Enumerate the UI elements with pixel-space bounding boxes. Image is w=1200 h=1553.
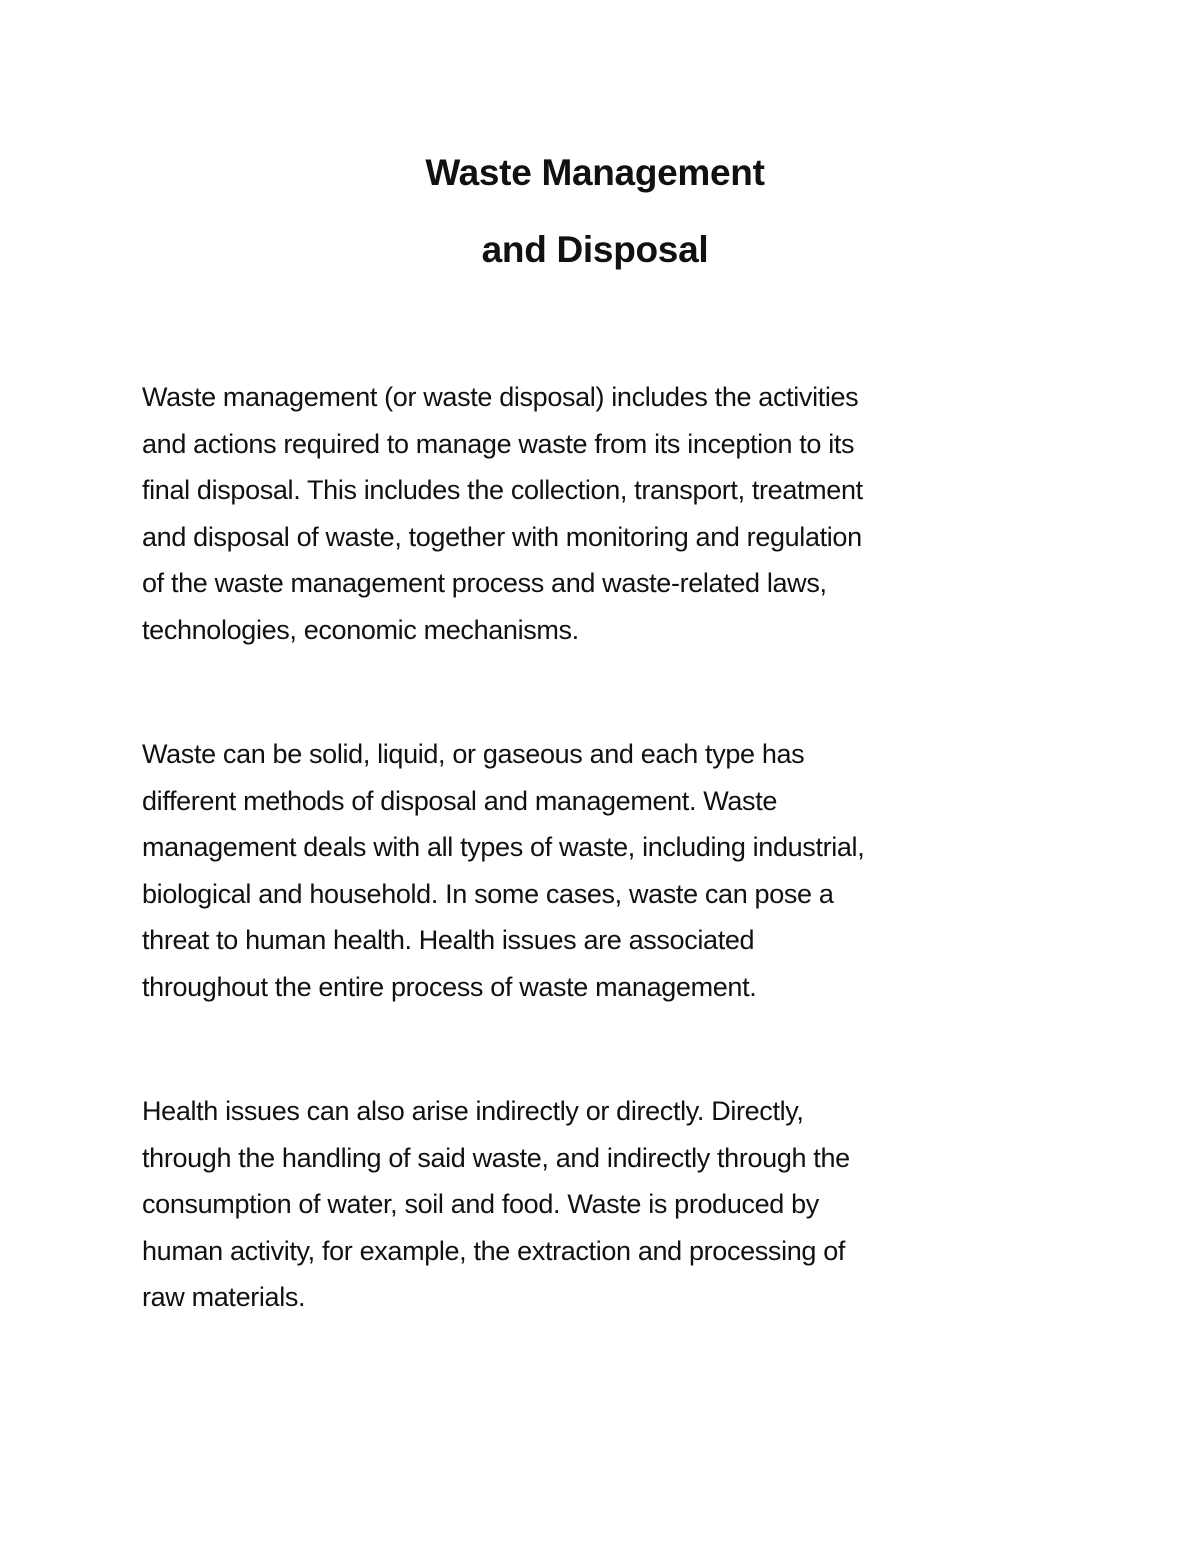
paragraph-2: [142, 731, 1062, 1010]
paragraph-line: through the handling of said waste, and indirectly through the: [142, 1142, 850, 1173]
paragraph-line: Waste management (or waste disposal) includes the activities: [142, 382, 859, 412]
paragraph-line: Waste can be solid, liquid, or gaseous and each type has: [142, 739, 805, 769]
paragraph-line: biological and household. In some cases, waste can pose a: [142, 878, 834, 909]
paragraph-line: technologies, economic mechanisms.: [142, 614, 579, 645]
paragraph-line: Health issues can also arise indirectly or directly. Directly,: [142, 1096, 804, 1126]
paragraph-line: and disposal of waste, together with monitoring and regulation: [142, 521, 862, 552]
paragraph-line: throughout the entire process of waste management.: [142, 971, 757, 1002]
paragraph-line: threat to human health. Health issues are associated: [142, 925, 755, 955]
paragraph-line: management deals with all types of waste, including industrial,: [142, 832, 865, 862]
paragraph-3: [142, 1088, 1062, 1321]
paragraph-line: and actions required to manage waste from its inception to its: [142, 428, 855, 459]
paragraph-line: human activity, for example, the extraction and processing of: [142, 1235, 846, 1266]
paragraph-line: different methods of disposal and management. Waste: [142, 785, 778, 816]
paragraph-line: raw materials.: [142, 1282, 306, 1312]
paragraph-1: [142, 374, 1062, 653]
paragraph-line: of the waste management process and waste-related laws,: [142, 568, 827, 598]
paragraph-line: final disposal. This includes the collection, transport, treatment: [142, 475, 863, 505]
title-line-2: and Disposal: [481, 229, 709, 270]
paragraph-line: consumption of water, soil and food. Waste is produced by: [142, 1189, 819, 1219]
document-title: [0, 148, 1190, 275]
title-line-1: Waste Management: [425, 152, 765, 193]
